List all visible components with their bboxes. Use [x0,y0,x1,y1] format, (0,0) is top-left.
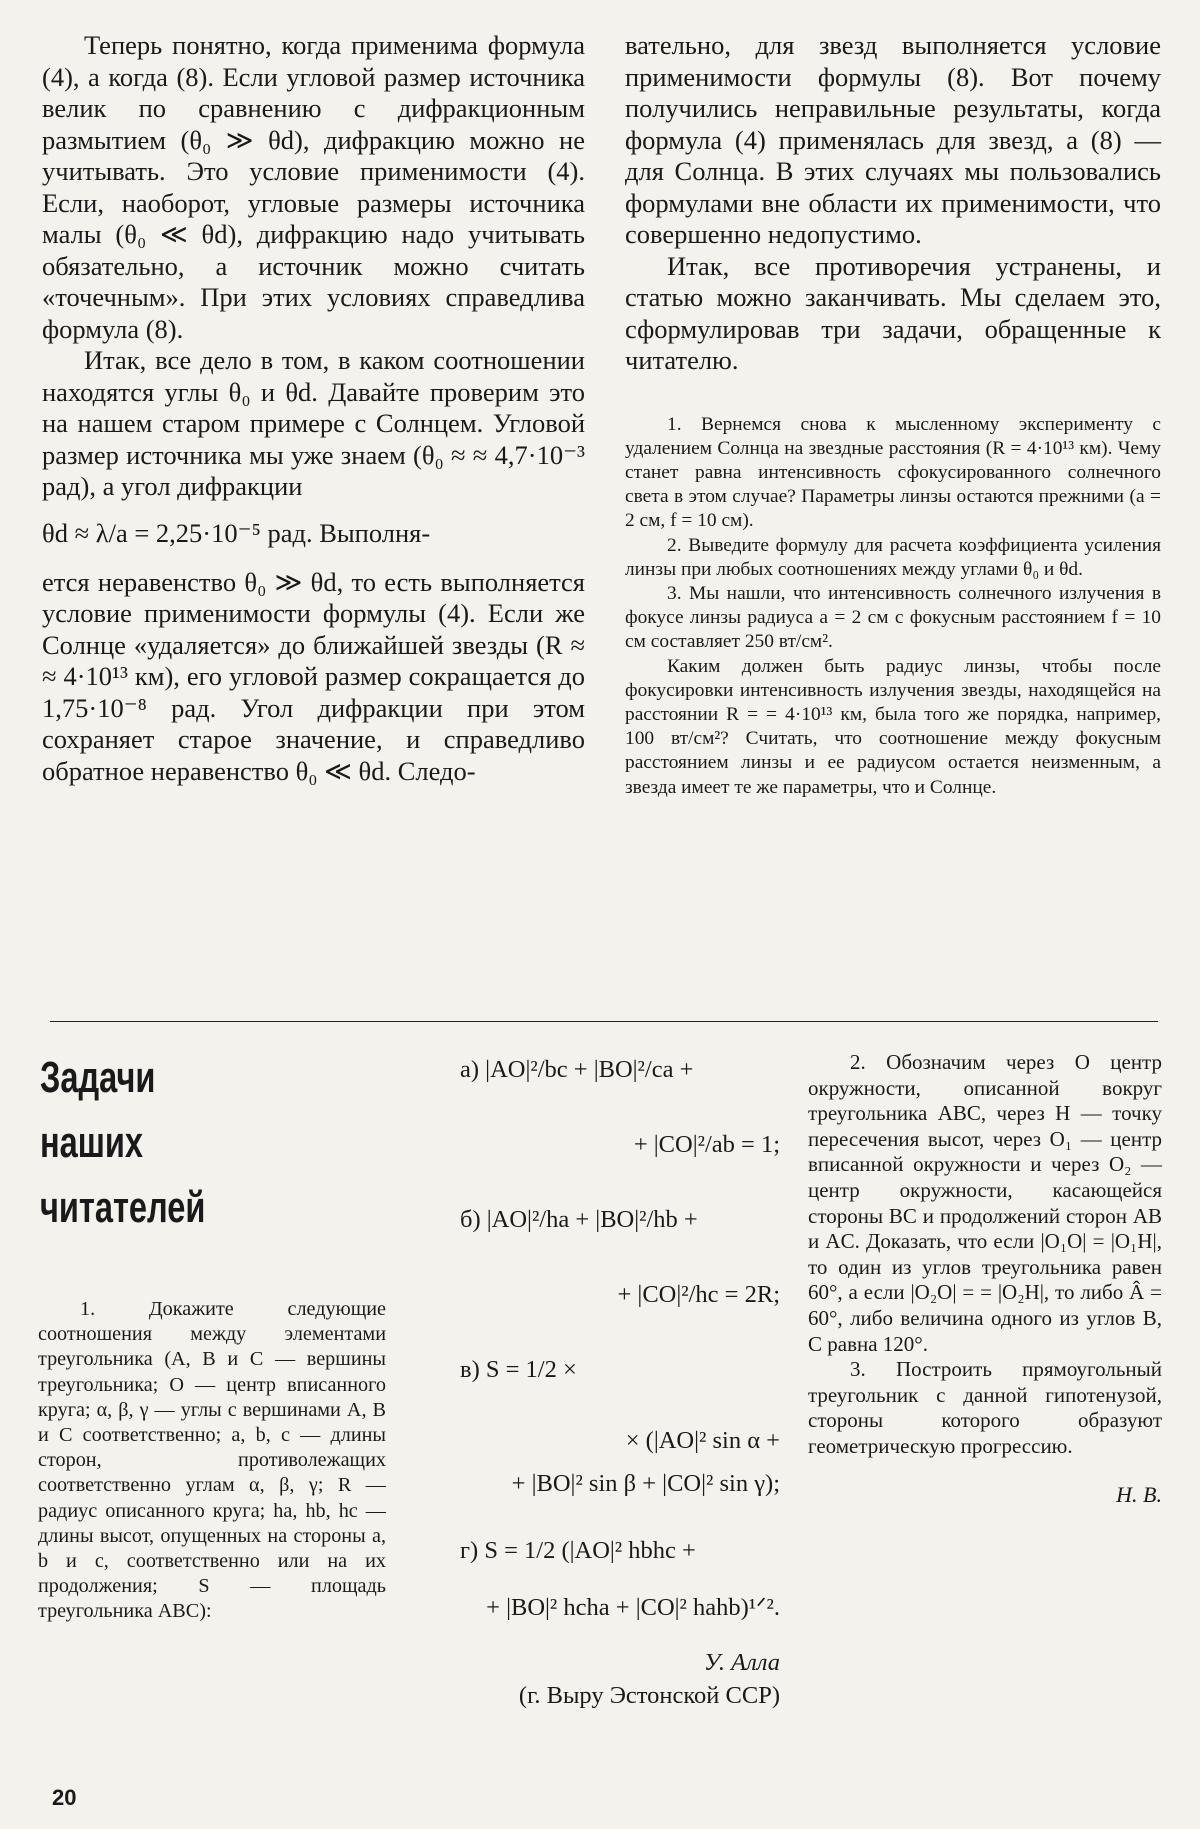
left-paragraph-2: Итак, все дело в том, в каком соотношении находятся углы θ₀ и θd. Давайте проверим это на нашем старом примере с Солнцем. Угловой размер источника мы уже знаем (θ₀ ≈ ≈ 4,7·10⁻³ рад), а угол дифракции [42,345,585,501]
section-divider [50,1021,1158,1022]
section-title-line-1: Задачи [40,1053,156,1102]
question-3-continued: Каким должен быть радиус линзы, чтобы после фокусировки интенсивность излучения звезды, находящейся на расстоянии R = = 4·10¹³ км, была того же порядка, например, 100 вт/см²? Считать, что соотношение между фокусным расстоянием линзы и ее радиусом остается неизменным, а звезда имеет те же параметры, что и Солнце. [625,655,1161,798]
right-paragraph-2: Итак, все противоречия устранены, и статью можно заканчивать. Мы сделаем это, сформулировав три задачи, обращенные к читателю. [625,250,1161,375]
formula-b-line-1: б) |AO|²/ha + |BO|²/hb + [460,1206,698,1233]
left-paragraph-1: Теперь понятно, когда применима формула (4), а когда (8). Если угловой размер источника велик по сравнению с дифракционным размытием (θ₀ ≫ θd), дифракцию можно не учитывать. Это условие применимости (4). Если, наоборот, угловые размеры источника малы (θ₀ ≪ θd), дифракцию надо учитывать обязательно, а источник можно считать «точечным». При этих условиях справедлива формула (8). [42,30,585,344]
problems-right-column [808,1050,1162,1508]
problem-1-column [38,1297,386,1625]
formulas-column [460,1045,780,1712]
problem-3: 3. Построить прямоугольный треугольник с данной гипотенузой, стороны которого образуют геометрическую прогрессию. [808,1357,1162,1458]
problem-2: 2. Обозначим через O центр окружности, описанной вокруг треугольника ABC, через H — точку пересечения высот, через O₁ — центр вписанной окружности и через O₂ — центр окружности, касающейся стороны BC и продолжений сторон AB и AC. Доказать, что если |O₁O| = |O₁H|, то один из углов треугольника равен 60°, а если |O₂O| = = |O₂H|, то либо Â = 60°, либо величина одного из углов B, C равна 120°. [808,1050,1162,1356]
formula-v-line-1: в) S = 1/2 × [460,1356,577,1383]
question-2: 2. Выведите формулу для расчета коэффициента усиления линзы при любых соотношениях между углами θ₀ и θd. [625,534,1161,580]
problem-1: 1. Докажите следующие соотношения между элементами треугольника (A, B и C — вершины треугольника; O — центр вписанного круга; α, β, γ — углы с вершинами A, B и C соответственно; a, b, c — длины сторон, противолежащих соответственно углам α, β, γ; R — радиус описанного круга; ha, hb, hc — длины высот, опущенных на стороны a, b и c, соответственно или на их продолжения; S — площадь треугольника ABC): [38,1298,386,1623]
section-title-line-2: наших [40,1118,144,1167]
right-paragraph-1: вательно, для звезд выполняется условие применимости формулы (8). Вот почему получились неправильные результаты, когда формула (4) применялась для звезд, а (8) — для Солнца. В этих случаях мы пользовались формулами вне области их применимости, что совершенно недопустимо. [625,30,1161,249]
question-1: 1. Вернемся снова к мысленному эксперименту с удалением Солнца на звездные расстояния (R = 4·10¹³ км). Чему станет равна интенсивность сфокусированного солнечного света в этом случае? Параметры линзы остаются прежними (a = 2 см, f = 10 см). [625,413,1161,532]
right-column [625,30,1161,800]
formula-g-line-1: г) S = 1/2 (|AO|² hbhc + [460,1537,696,1564]
formula-g-line-2: + |BO|² hcha + |CO|² hahb)¹ᐟ². [486,1594,780,1621]
left-paragraph-3: ется неравенство θ₀ ≫ θd, то есть выполняется условие применимости формулы (4). Если же Солнце «удаляется» до ближайшей звезды (R ≈ ≈ 4·10¹³ км), его угловой размер сокращается до 1,75·10⁻⁸ рад. Угол дифракции при этом сохраняет старое значение, и справедливо обратное неравенство θ₀ ≪ θd. Следо- [42,566,585,786]
diffraction-formula: θd ≈ λ/a = 2,25·10⁻⁵ рад. Выполня- [42,517,431,548]
page-number: 20 [52,1785,77,1810]
formula-a-line-1: а) |AO|²/bc + |BO|²/ca + [460,1056,694,1083]
author-2: Н. В. [1116,1481,1162,1507]
formula-b-line-2: + |CO|²/hc = 2R; [617,1281,780,1308]
section-title [40,1045,262,1240]
author-1-place: (г. Выру Эстонской ССР) [518,1682,780,1709]
formula-v-line-2: × (|AO|² sin α + [625,1427,780,1454]
question-3: 3. Мы нашли, что интенсивность солнечного излучения в фокусе линзы радиуса a = 2 см с фокусным расстоянием f = 10 см составляет 250 вт/см². [625,582,1161,653]
formula-v-line-3: + |BO|² sin β + |CO|² sin γ); [511,1470,780,1497]
author-1: У. Алла [703,1649,780,1676]
left-column [42,30,585,787]
formula-a-line-2: + |CO|²/ab = 1; [633,1131,780,1158]
section-title-line-3: читателей [40,1183,206,1232]
